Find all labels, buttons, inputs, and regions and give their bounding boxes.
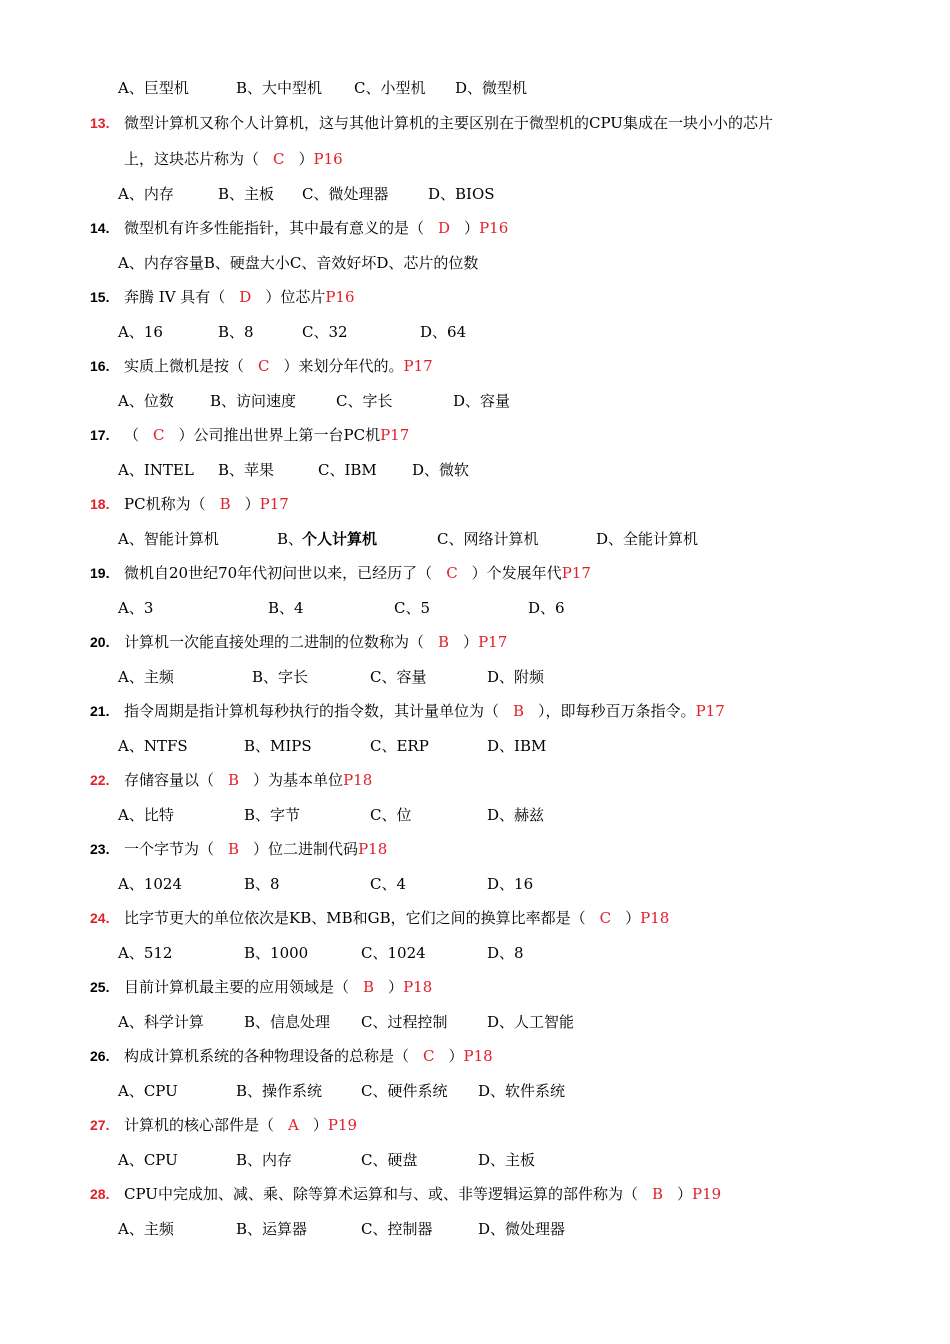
option-d: D、微软 <box>412 460 470 479</box>
option-a: A、1024 <box>118 874 183 893</box>
option-a: A、主频 <box>118 667 174 686</box>
question-stem: 微型计算机又称个人计算机，这与其他计算机的主要区别在于微型机的CPU集成在一块小小的芯片 <box>124 113 773 132</box>
option-a: A、16 <box>118 322 163 341</box>
option-b: B、1000 <box>244 943 309 962</box>
answer-letter: B <box>513 702 525 720</box>
answer-letter: C <box>273 150 285 168</box>
option-a: A、智能计算机 <box>118 529 219 548</box>
answer-letter: B <box>438 633 450 651</box>
question-number: 22. <box>90 772 110 788</box>
question-text <box>124 839 387 859</box>
option-d: D、16 <box>487 874 534 893</box>
question-text <box>124 908 669 928</box>
option-a: A、科学计算 <box>118 1012 204 1031</box>
page-reference: P17 <box>259 495 289 513</box>
question-stem-end: ）位二进制代码 <box>253 840 359 858</box>
question-stem-end: ）位芯片 <box>265 288 326 306</box>
option-a: A、比特 <box>118 805 174 824</box>
question-stem: 存储容量以（ <box>124 771 215 789</box>
option-d: D、64 <box>420 322 467 341</box>
question-stem-end: ） <box>463 633 479 651</box>
page-reference: P18 <box>358 840 388 858</box>
option-b: B、字长 <box>252 667 309 686</box>
question-text <box>124 1115 357 1135</box>
option-e: D、全能计算机 <box>596 529 699 548</box>
option-c: C、硬盘 <box>361 1150 418 1169</box>
option-b: B、大中型机 <box>236 79 323 97</box>
option-c: C、IBM <box>318 460 377 479</box>
question-text <box>124 113 773 133</box>
option-b: B、字节 <box>244 805 301 824</box>
question-stem: 比字节更大的单位依次是KB、MB和GB，它们之间的换算比率都是（ <box>124 909 586 927</box>
question-number: 27. <box>90 1117 110 1133</box>
question-stem-end: ）来划分年代的。 <box>283 357 404 375</box>
page-reference: P17 <box>380 426 410 444</box>
page-reference: P18 <box>343 771 373 789</box>
option-a: A、内存容量B、硬盘大小C、音效好坏D、芯片的位数 <box>118 253 479 272</box>
option-d: D、6 <box>528 598 565 617</box>
answer-letter: B <box>228 840 240 858</box>
question-number: 16. <box>90 358 110 374</box>
option-d: D、BIOS <box>428 184 495 203</box>
question-stem-end: ）个发展年代 <box>471 564 562 582</box>
option-d: D、附频 <box>487 667 545 686</box>
option-c: C、4 <box>370 874 407 893</box>
option-b: B、访问速度 <box>210 391 297 410</box>
option-c: C、字长 <box>336 391 393 410</box>
answer-letter: B <box>651 1185 663 1203</box>
question-number: 25. <box>90 979 110 995</box>
question-stem-continued: 上，这块芯片称为（ <box>124 150 260 168</box>
option-b: B、MIPS <box>244 736 312 755</box>
question-text <box>124 425 409 445</box>
option-d: D、微处理器 <box>478 1219 566 1238</box>
option-d: D、微型机 <box>455 79 528 97</box>
option-c: C、小型机 <box>354 79 426 97</box>
answer-letter: B <box>363 978 375 996</box>
question-stem: （ <box>124 426 140 444</box>
option-d: D、主板 <box>478 1150 536 1169</box>
question-number: 18. <box>90 496 110 512</box>
question-stem: PC机称为（ <box>124 495 206 513</box>
question-stem: 计算机一次能直接处理的二进制的位数称为（ <box>124 633 425 651</box>
question-number: 26. <box>90 1048 110 1064</box>
question-text <box>124 1046 493 1066</box>
question-text <box>124 701 725 721</box>
question-text <box>124 287 355 307</box>
option-a: A、512 <box>118 943 173 962</box>
option-d: D、赫兹 <box>487 805 545 824</box>
question-number: 15. <box>90 289 110 305</box>
question-stem-end: ） <box>298 150 314 168</box>
option-a: A、主频 <box>118 1219 174 1238</box>
option-b: B、操作系统 <box>236 1081 323 1100</box>
question-stem-end: ） <box>312 1116 328 1134</box>
page-reference: P16 <box>313 150 343 168</box>
page-reference: P17 <box>403 357 433 375</box>
question-number: 14. <box>90 220 110 236</box>
option-b: B、运算器 <box>236 1219 308 1238</box>
question-stem-end: ） <box>676 1185 692 1203</box>
option-c: C、硬件系统 <box>361 1081 448 1100</box>
option-d: C、网络计算机 <box>437 529 539 548</box>
question-text <box>124 494 289 514</box>
option-d: D、容量 <box>453 391 511 410</box>
question-stem: 构成计算机系统的各种物理设备的总称是（ <box>124 1047 410 1065</box>
question-stem: 目前计算机最主要的应用领域是（ <box>124 978 350 996</box>
option-b: B、8 <box>244 874 280 893</box>
question-stem-end: ） <box>464 219 480 237</box>
page-reference: P19 <box>327 1116 358 1134</box>
question-text <box>124 977 432 997</box>
question-text <box>124 356 433 376</box>
answer-letter: D <box>438 219 451 237</box>
question-stem-end: ） <box>625 909 641 927</box>
question-number: 19. <box>90 565 110 581</box>
option-b: B、主板 <box>218 184 275 203</box>
page-reference: P16 <box>325 288 355 306</box>
question-stem-end: ），即每秒百万条指令。 <box>538 702 696 720</box>
option-a: A、3 <box>118 598 154 617</box>
option-d: D、人工智能 <box>487 1012 575 1031</box>
question-number: 28. <box>90 1186 110 1202</box>
question-stem-end: ）公司推出世界上第一台PC机 <box>178 426 381 444</box>
question-stem: 指令周期是指计算机每秒执行的指令数，其计量单位为（ <box>124 702 500 720</box>
option-c: C、位 <box>370 805 412 824</box>
question-number: 13. <box>90 114 110 131</box>
page-reference: P17 <box>695 702 725 720</box>
option-c: C、5 <box>394 598 431 617</box>
option-d: D、软件系统 <box>478 1081 566 1100</box>
question-stem-end: ） <box>448 1047 464 1065</box>
option-c: C、32 <box>302 322 348 341</box>
question-stem: CPU中完成加、减、乘、除等算术运算和与、或、非等逻辑运算的部件称为（ <box>124 1185 638 1203</box>
option-d: D、8 <box>487 943 524 962</box>
answer-letter: A <box>288 1116 299 1134</box>
option-c: C、1024 <box>361 943 426 962</box>
answer-letter: C <box>446 564 458 582</box>
question-stem: 微型机有许多性能指针，其中最有意义的是（ <box>124 219 425 237</box>
answer-letter: C <box>423 1047 435 1065</box>
question-text <box>124 218 508 238</box>
page-reference: P18 <box>640 909 670 927</box>
question-stem-end: ） <box>244 495 260 513</box>
question-text <box>124 770 372 790</box>
option-a: A、位数 <box>118 391 174 410</box>
question-number: 17. <box>90 427 110 443</box>
question-text <box>124 563 591 583</box>
answer-letter: D <box>239 288 252 306</box>
page-reference: P17 <box>561 564 591 582</box>
option-a: A、NTFS <box>118 736 188 755</box>
option-a: A、CPU <box>118 1150 178 1169</box>
page-reference: P18 <box>403 978 433 996</box>
option-a: A、CPU <box>118 1081 178 1100</box>
question-text <box>124 632 507 652</box>
option-b: B、信息处理 <box>244 1012 331 1031</box>
option-c: C、微处理器 <box>302 184 389 203</box>
page-reference: P16 <box>479 219 509 237</box>
option-c: C、控制器 <box>361 1219 433 1238</box>
question-stem: 计算机的核心部件是（ <box>124 1116 275 1134</box>
question-number: 24. <box>90 910 110 926</box>
question-number: 21. <box>90 703 110 719</box>
page-reference: P17 <box>478 633 508 651</box>
option-b: B、内存 <box>236 1150 293 1169</box>
option-c: C、容量 <box>370 667 427 686</box>
answer-letter: B <box>219 495 231 513</box>
question-text <box>124 1184 721 1204</box>
option-b: B、4 <box>268 598 304 617</box>
option-a: A、INTEL <box>118 460 194 479</box>
question-number: 20. <box>90 634 110 650</box>
option-c: 个人计算机 <box>302 529 378 548</box>
question-stem: 微机自20世纪70年代初问世以来，已经历了（ <box>124 564 433 582</box>
question-stem: 奔腾 IV 具有（ <box>124 288 226 306</box>
option-a: A、内存 <box>118 184 174 203</box>
page-reference: P18 <box>463 1047 493 1065</box>
question-text-continued <box>124 149 343 169</box>
answer-letter: C <box>258 357 270 375</box>
page-reference: P19 <box>692 1185 722 1203</box>
answer-letter: C <box>599 909 612 927</box>
option-c: C、ERP <box>370 736 429 755</box>
option-b: B、 <box>277 529 304 548</box>
option-c: C、过程控制 <box>361 1012 448 1031</box>
question-stem-end: ）为基本单位 <box>253 771 344 789</box>
answer-letter: C <box>153 426 165 444</box>
option-d: D、IBM <box>487 736 547 755</box>
question-stem: 一个字节为（ <box>124 840 215 858</box>
option-b: B、苹果 <box>218 460 275 479</box>
question-stem-end: ） <box>388 978 404 996</box>
option-b: B、8 <box>218 322 254 341</box>
question-stem: 实质上微机是按（ <box>124 357 245 375</box>
answer-letter: B <box>228 771 240 789</box>
option-a: A、巨型机 <box>118 79 189 97</box>
question-number: 23. <box>90 841 110 857</box>
